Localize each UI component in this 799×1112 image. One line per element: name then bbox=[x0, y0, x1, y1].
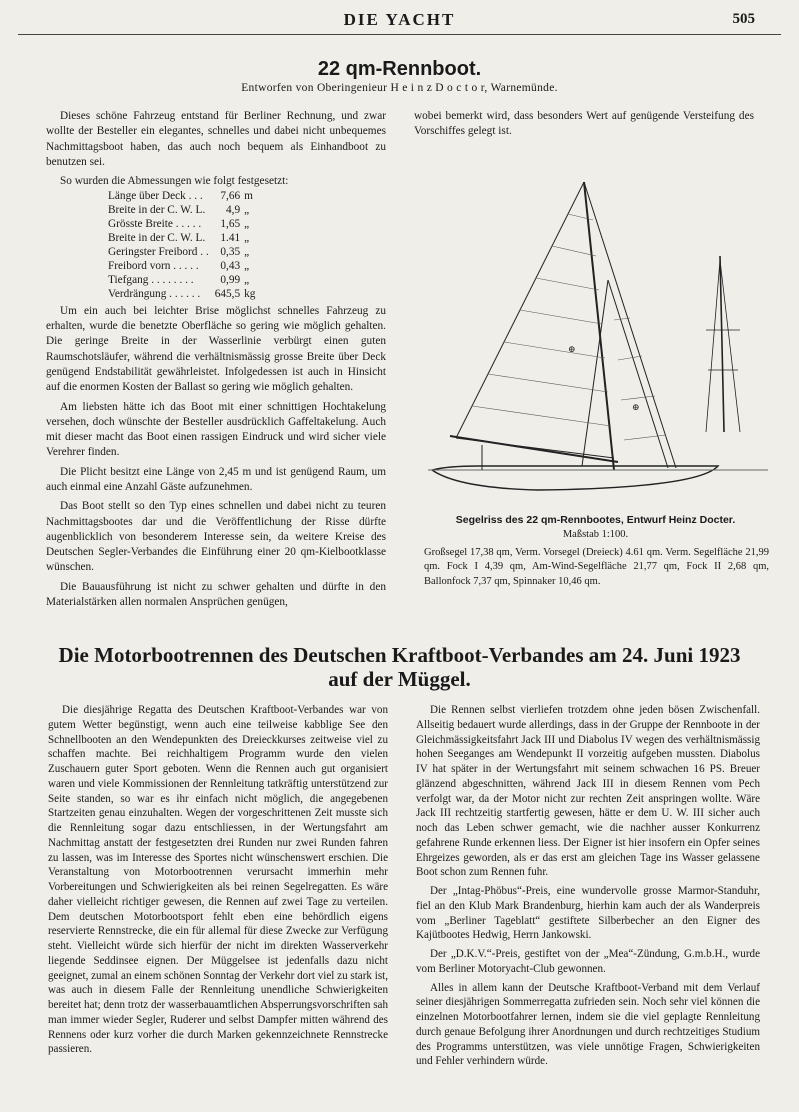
dimension-label: Länge über Deck . . . bbox=[108, 190, 203, 203]
dimension-label: Freibord vorn . . . . . bbox=[108, 260, 199, 273]
article-right-column bbox=[414, 109, 754, 140]
article-title: 22 qm-Rennboot. bbox=[317, 58, 482, 80]
paragraph: wobei bemerkt wird, dass besonders Wert auf genügende Versteifung des Vorschiffes gelegt ist. bbox=[414, 110, 754, 138]
mast-rigging-detail bbox=[706, 256, 740, 432]
paragraph: Die Rennen selbst vierliefen trotzdem ohne jeden bösen Zwischenfall. Allseitig bedauert wurde allerdings, dass in der Gruppe der Rennboote in der Gleichmässigkeitsfahrt Jack III und Diabolus IV wegen des verhältnismässig hohen Seeganges am Wendepunkt II vorzeitig aufgeben mussten. Diabolus IV hat später in der Wertungsfahrt mit seinem schwachen 16 PS. Breuer glänzend abgeschnitten, während Jack III in diesem Rennen vom Pech verfolgt war, da der Motor nicht zur rechten Zeit anspringen wollte. Wäre Jack III rechtzeitig startfertig gewesen, hätte er dem U. W. III sicher auch noch das Leben schwer gemacht, wie die nachher ausser Konkurrenz gefahrene Runde erkennen liess. Der Eigner ist hier insofern ein Opfer seines Ehrgeizes geworden, als er das erst am gleichen Tage ins Wasser gelassene Boot schon zum Rennen fuhr. bbox=[416, 704, 760, 879]
dimension-row bbox=[108, 218, 255, 232]
dimension-unit: „ bbox=[244, 260, 250, 273]
article2-left-column bbox=[48, 703, 388, 1057]
dimension-unit: kg bbox=[244, 287, 256, 300]
paragraph: Um ein auch bei leichter Brise möglichst schnelles Fahrzeug zu erhalten, wurde die benetzte Oberfläche so gering wie möglich gehalten. Die geringe Breite in der Wasserlinie verbürgt einen guten Raumschotsläufer, während die verhältnismässig grosse Breite über Deck genügend Endstabilität gewährleistet. Infolgedessen ist auch in Hinsicht auf die enormen Kosten der Ballast so gering wie möglich gehalten. bbox=[46, 304, 386, 394]
dimension-label: Tiefgang . . . . . . . . bbox=[108, 273, 194, 286]
paragraph: Der „Intag-Phöbus“-Preis, eine wundervolle grosse Marmor-Standuhr, fiel an den Klub Mark Brandenburg, hierhin kam auch der als Wanderpreis vom „Berliner Tageblatt“ gestiftete Silberbecher an den Eigner des Kajütbootes Hedwig, Herrn Jankowski. bbox=[416, 885, 760, 942]
dimensions-table bbox=[108, 190, 255, 301]
dimension-row bbox=[108, 232, 255, 246]
dimension-value: 645,5 bbox=[214, 287, 241, 300]
figure-caption-title: Segelriss des 22 qm-Rennbootes, Entwurf Heinz Docter. bbox=[455, 514, 736, 526]
paragraph: Der „D.K.V.“-Preis, gestiftet von der „Mea“-Zündung, G.m.b.H., wurde vom Berliner Motoryacht-Club gewonnen. bbox=[416, 948, 760, 975]
dimension-unit: „ bbox=[244, 232, 250, 245]
dimension-value: 0,43 bbox=[220, 260, 241, 273]
dimension-unit: „ bbox=[244, 218, 250, 231]
dimension-label: Verdrängung . . . . . . bbox=[108, 287, 201, 300]
dimension-row bbox=[108, 246, 255, 260]
jib-luff bbox=[608, 280, 668, 468]
figure-caption-scale: Maßstab 1:100. bbox=[562, 529, 629, 540]
mast bbox=[584, 182, 614, 470]
paragraph: Die Plicht besitzt eine Länge von 2,45 m und ist genügend Raum, um auch einmal eine Anzahl Gäste aufzunehmen. bbox=[46, 465, 386, 493]
svg-text:⊕: ⊕ bbox=[632, 402, 640, 412]
paragraph: Am liebsten hätte ich das Boot mit einer schnittigen Hochtakelung versehen, doch wünschte der Besteller ausdrücklich Gaffeltakelung. Auch mit dieser macht das Boot einen rassigen Eindruck und wird sicher viele Verehrer finden. bbox=[46, 400, 386, 459]
dimension-row bbox=[108, 288, 255, 302]
dimension-label: Breite in der C. W. L. bbox=[108, 204, 206, 217]
dimension-label: Grösste Breite . . . . . bbox=[108, 218, 202, 231]
dimension-row bbox=[108, 190, 255, 204]
paragraph: Das Boot stellt so den Typ eines schnellen und dabei nicht zu teuren Nachmittagsbootes dar und die Veröffentlichung der Risse dürfte augenblicklich von besonderem Interesse sein, da weitere Kreise des Deutschen Segler-Verbandes die Einführung einer 20 qm-Kielbootklasse wünschen. bbox=[46, 500, 386, 574]
dimension-value: 1.41 bbox=[220, 232, 241, 245]
journal-title: DIE YACHT bbox=[343, 10, 456, 29]
dimension-row bbox=[108, 260, 255, 274]
dimension-row bbox=[108, 274, 255, 288]
dimension-row bbox=[108, 204, 255, 218]
dimension-value: 4,9 bbox=[226, 204, 241, 217]
article2-title-line: Die Motorbootrennen des Deutschen Kraftboot-Verbandes am 24. Juni 1923 bbox=[58, 643, 741, 667]
dimension-unit: „ bbox=[244, 273, 250, 286]
boom bbox=[450, 436, 618, 462]
svg-text:⊕: ⊕ bbox=[568, 344, 576, 354]
dimension-unit: „ bbox=[244, 246, 250, 259]
article-byline: Entworfen von Oberingenieur H e i n z D o c t o r, Warnemünde. bbox=[241, 82, 558, 94]
dimension-value: 0,99 bbox=[220, 273, 241, 286]
forestay bbox=[584, 182, 676, 468]
article-left-column bbox=[46, 109, 386, 610]
paragraph: Dieses schöne Fahrzeug entstand für Berliner Rechnung, und zwar wollte der Besteller ein elegantes, schnelles und dabei nicht unbequemes Nachmittagsboot haben, das auch noch bequem als Einhandboot zu benutzen sei. bbox=[46, 110, 386, 168]
paragraph: Die Bauausführung ist nicht zu schwer gehalten und dürfte in den Materialstärken allen normalen Ansprüchen genügen, bbox=[46, 580, 386, 609]
paragraph: Alles in allem kann der Deutsche Kraftboot-Verband mit dem Verlauf seiner diesjährigen Sommerregatta zufrieden sein. Noch sehr viel können die einzelnen Motorbootfahrer lernen, indem sie die viel geplagte Rennleitung durch genaue Befolgung ihrer Anordnungen und durch rechtzeitiges Studium des Programms unterstützen, was viele unnötige Fragen, Schwierigkeiten und Fehler verhindern würde. bbox=[416, 981, 760, 1068]
dimension-value: 1,65 bbox=[220, 218, 241, 231]
sail-plan-drawing bbox=[418, 170, 778, 500]
dimension-unit: „ bbox=[244, 204, 250, 217]
header-rule bbox=[18, 34, 781, 35]
dimension-value: 7,66 bbox=[220, 190, 241, 203]
dimension-unit: m bbox=[244, 190, 253, 203]
article2-right-column bbox=[416, 703, 760, 1069]
article2-title bbox=[0, 643, 799, 691]
dimension-value: 0,35 bbox=[220, 246, 241, 259]
article2-title-line: auf der Müggel. bbox=[328, 667, 471, 691]
dimension-label: Geringster Freibord . . bbox=[108, 246, 209, 259]
figure-caption-detail: Großsegel 17,38 qm, Verm. Vorsegel (Dreieck) 4.61 qm. Verm. Segelfläche 21,99 qm. Fock I 4,39 qm, Am-Wind-Segelfläche 21,77 qm, Fock II 2,68 qm, Ballonfock 7,37 qm, Spinnaker 10,46 qm. bbox=[424, 547, 769, 587]
paragraph: Die diesjährige Regatta des Deutschen Kraftboot-Verbandes war von gutem Wetter begünstigt, wenn auch eine teilweise kabblige See den Schnellbooten an den Wendepunkten des Dreieckkurses zeitweise viel zu schaffen machte. Bei reichhaltigem Programm wurde den vielen Zuschauern guter Sport geboten. Wenn die Rennen auch gut organisiert waren und viele Kommissionen der Rennleitung tatkräftig unterstützend zur Seite standen, so war es ihr einfach nicht möglich, die angegebenen Startzeiten genau einzuhalten. Wegen der vorgeschrittenen Zeit musste sich die Rennleitung sogar dazu entschliessen, in der Wertungsfahrt am Nachmittag anstatt der festgesetzten drei Runden nur zwei Runden fahren zu lassen, was im Interesse des Sportes nicht wünschenswert erschien. Die Veranstaltung von Motorbootrennen verursacht immerhin mehr Vorbereitungen und Schwierigkeiten als bei reinen Segelregatten. Es wäre daher vielleicht richtiger gewesen, die Rennen auf zwei Tage zu verteilen. Dem deutschen Motorbootsport fehlt eben eine behördlich eigens reservierte Rennstrecke, die ein für allemal für diese Zwecke zur Verfügung steht. Vielleicht würde sich hierfür der nicht im direkten Wasserverkehr liegende Seddinsee eignen. Der Müggelsee ist jedenfalls dazu nicht geeignet, zumal an einem schönen Sonntag der Verkehr dort viel zu stark ist, was auch in diesem Falle der Rennleitung unendliche Schwierigkeiten bereitet hat; denn trotz der wasserbauamtlichen Absperrungsvorschriften sah man immer wieder Segler, Ruderer und selbst Dampfer mitten während des Rennens oder kurz vorher die durch Marken gekennzeichnete Rennstrecke passieren. bbox=[48, 704, 388, 1056]
paragraph: So wurden die Abmessungen wie folgt festgesetzt: bbox=[60, 175, 289, 188]
dimension-label: Breite in der C. W. L. bbox=[108, 232, 206, 245]
page-number: 505 bbox=[732, 11, 755, 27]
